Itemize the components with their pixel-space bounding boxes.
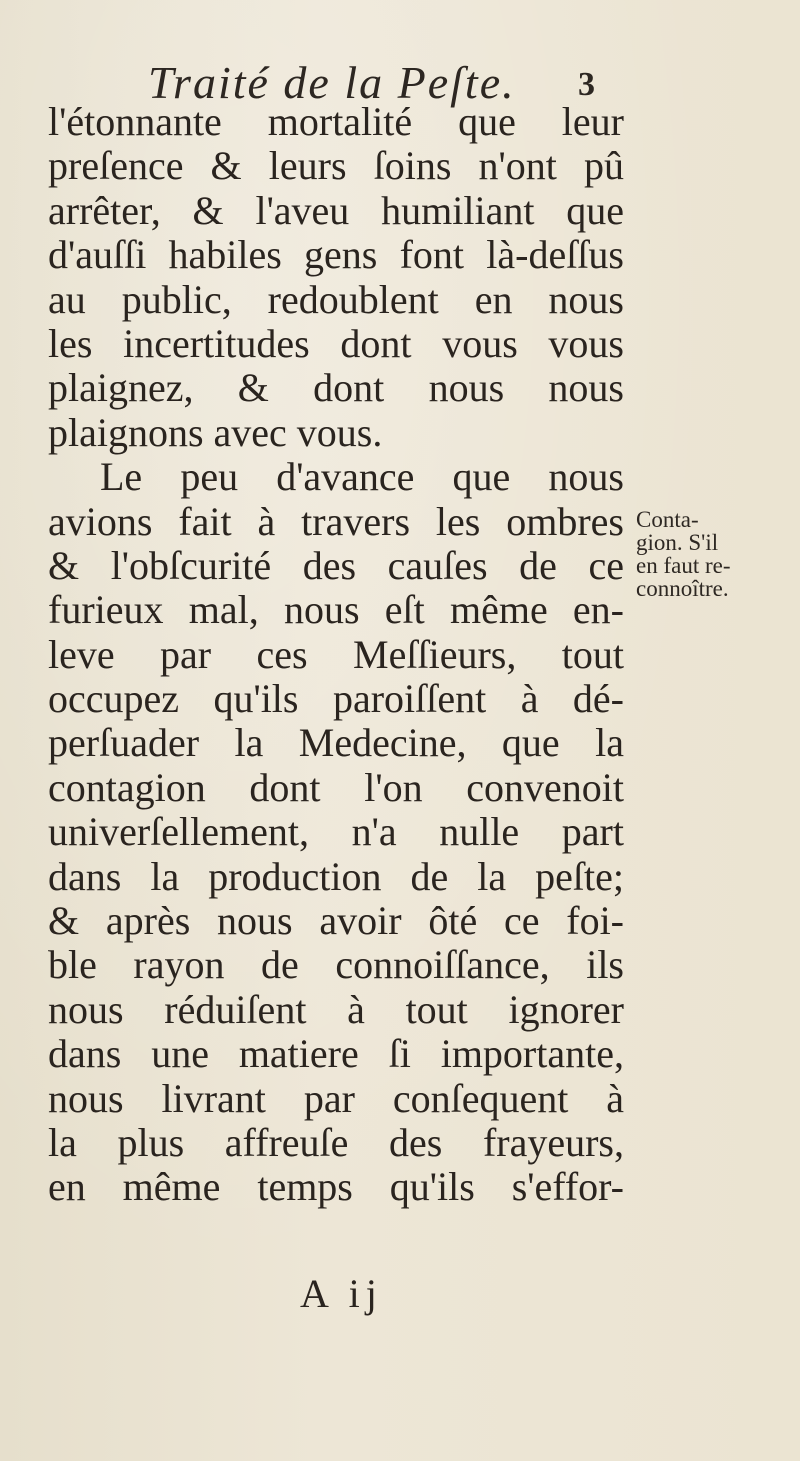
text-line: avions fait à travers les ombres	[48, 498, 624, 544]
text-line: les incertitudes dont vous vous	[48, 320, 624, 366]
running-head: Traité de la Peſte.	[148, 57, 516, 108]
margin-note	[636, 508, 796, 600]
text-line: furieux mal, nous eſt même en-	[48, 587, 624, 633]
text-line: perſuader la Medecine, que la	[48, 720, 624, 766]
text-line: dans la production de la peſte;	[48, 853, 624, 899]
text-line: ble rayon de connoiſſance, ils	[48, 942, 624, 988]
margin-note-line: en faut re-	[636, 553, 731, 578]
text-line: arrêter, & l'aveu humiliant que	[48, 187, 624, 233]
text-line: nous livrant par conſequent à	[48, 1075, 624, 1121]
text-line: & après nous avoir ôté ce foi-	[48, 898, 624, 944]
text-line: la plus affreuſe des frayeurs,	[48, 1119, 624, 1165]
text-line: leve par ces Meſſieurs, tout	[48, 631, 624, 677]
text-line: au public, redoublent en nous	[48, 276, 624, 322]
margin-note-line: gion. S'il	[636, 530, 719, 555]
text-line: preſence & leurs ſoins n'ont pû	[48, 143, 624, 189]
signature-mark: A ij	[300, 1271, 383, 1316]
margin-note-line: Conta-	[636, 507, 699, 532]
text-line: plaignez, & dont nous nous	[48, 365, 624, 411]
body-text	[48, 100, 624, 1210]
text-line: d'auſſi habiles gens font là-deſſus	[48, 232, 624, 278]
text-line: plaignons avec vous.	[48, 409, 383, 455]
text-line: l'étonnante mortalité que leur	[48, 99, 624, 144]
text-line: Le peu d'avance que nous	[100, 454, 624, 500]
text-line: contagion dont l'on convenoit	[48, 764, 624, 810]
margin-note-line: connoître.	[636, 576, 729, 601]
text-line: & l'obſcurité des cauſes de ce	[48, 542, 624, 588]
text-line: en même temps qu'ils s'effor-	[48, 1164, 624, 1210]
text-line: univerſellement, n'a nulle part	[48, 809, 624, 855]
text-line: occupez qu'ils paroiſſent à dé-	[48, 676, 624, 722]
text-line: dans une matiere ſi importante,	[48, 1031, 624, 1077]
page-number: 3	[578, 66, 595, 103]
text-line: nous réduiſent à tout ignorer	[48, 986, 624, 1032]
